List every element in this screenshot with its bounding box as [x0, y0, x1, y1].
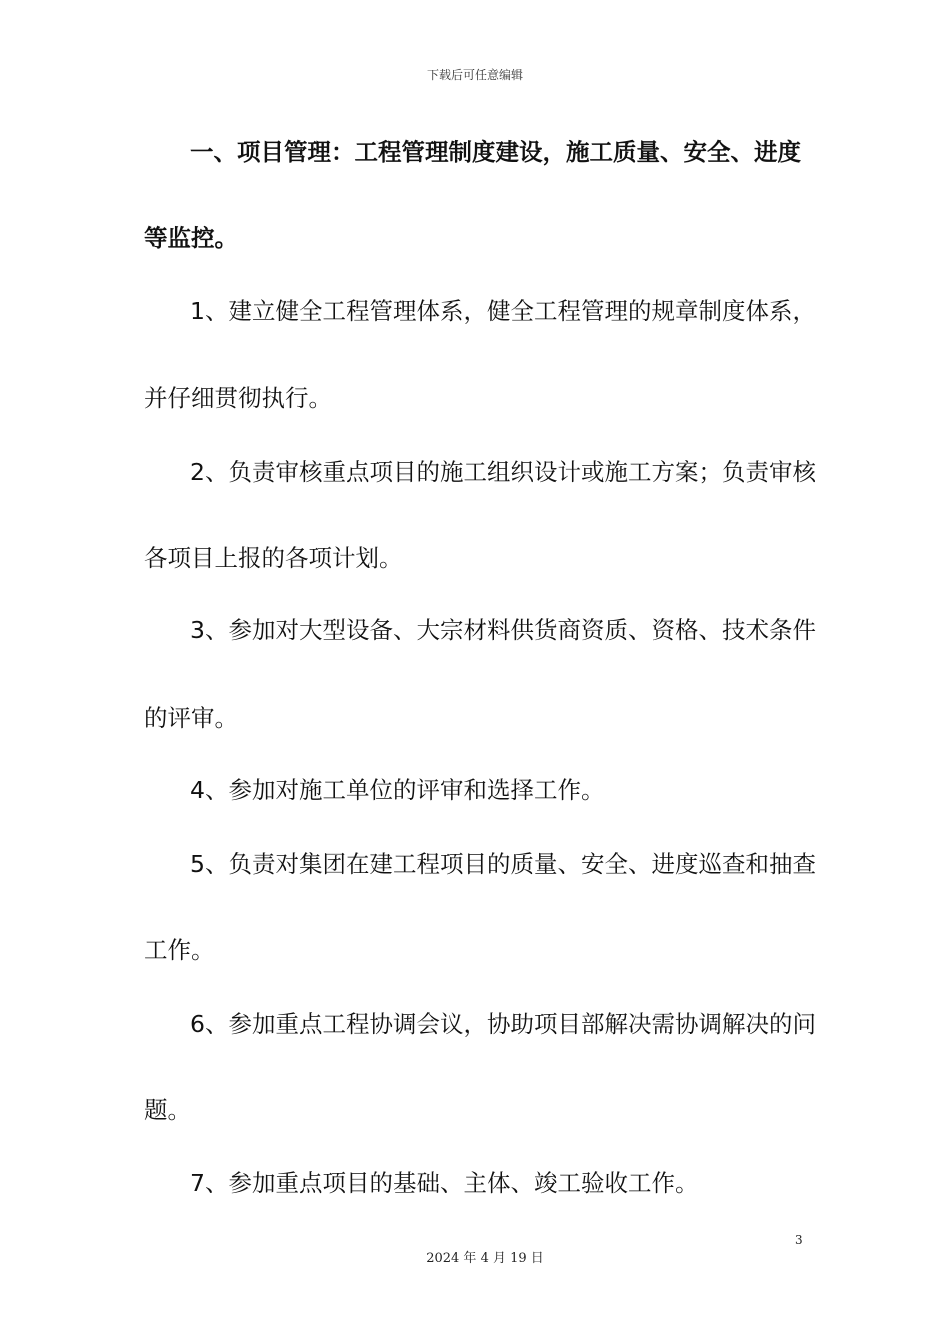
list-item-6-line-2: 题。 [144, 1096, 191, 1124]
list-item-3-line-1: 3、参加对大型设备、大宗材料供货商资质、资格、技术条件 [190, 616, 816, 644]
list-item-2-line-1: 2、负责审核重点项目的施工组织设计或施工方案；负责审核 [190, 458, 816, 486]
list-item-7-line-1: 7、参加重点项目的基础、主体、竣工验收工作。 [190, 1169, 699, 1197]
section-heading-line-1: 一、项目管理：工程管理制度建设，施工质量、安全、进度 [190, 138, 801, 166]
list-item-2-line-2: 各项目上报的各项计划。 [144, 544, 403, 572]
list-item-1-line-1: 1、建立健全工程管理体系，健全工程管理的规章制度体系， [190, 297, 816, 325]
header-note: 下载后可任意编辑 [426, 68, 523, 82]
section-heading-line-2: 等监控。 [144, 224, 238, 252]
page-date: 2024 年 4 月 19 日 [426, 1251, 544, 1266]
list-item-6-line-1: 6、参加重点工程协调会议，协助项目部解决需协调解决的问 [190, 1010, 816, 1038]
list-item-5-line-2: 工作。 [144, 936, 215, 964]
list-item-4-line-1: 4、参加对施工单位的评审和选择工作。 [190, 776, 605, 804]
list-item-3-line-2: 的评审。 [144, 704, 238, 732]
list-item-1-line-2: 并仔细贯彻执行。 [144, 384, 332, 412]
page-number: 3 [795, 1233, 803, 1247]
list-item-5-line-1: 5、负责对集团在建工程项目的质量、安全、进度巡查和抽查 [190, 850, 816, 878]
